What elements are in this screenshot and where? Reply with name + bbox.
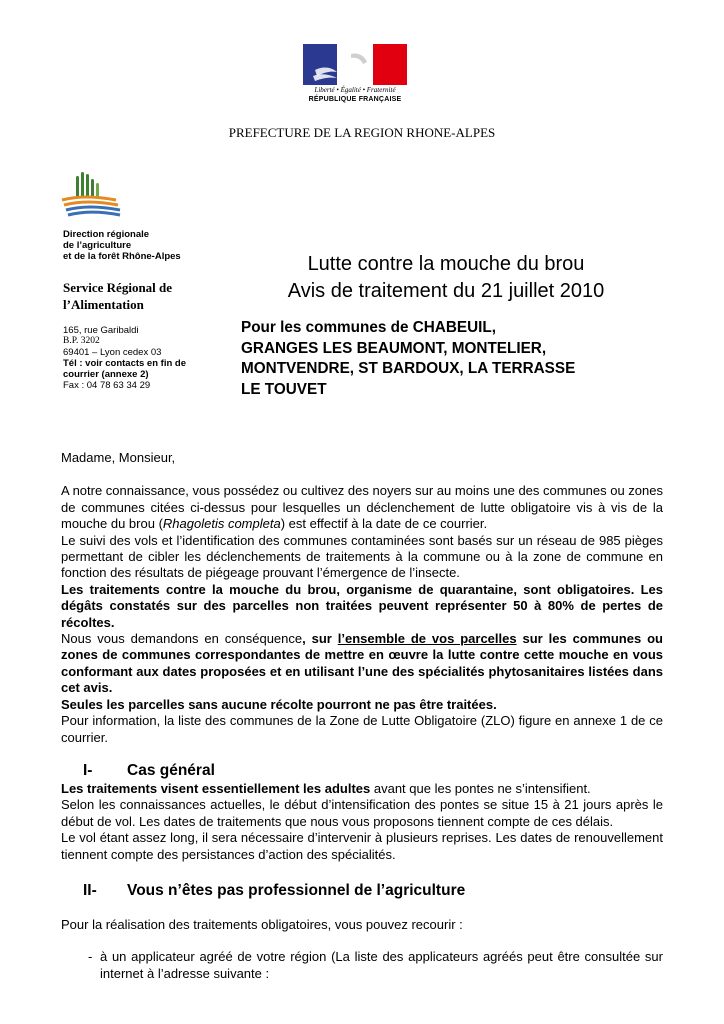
list-item-text: à un applicateur agréé de votre région (La liste des applicateurs agréés peut être consultée sur internet à l’adresse suivante :: [100, 949, 663, 981]
postal-box: B.P. 3202: [63, 336, 100, 346]
communes-list: [241, 318, 575, 400]
request-bold: , sur: [302, 631, 338, 647]
paragraph-flight: Le vol étant assez long, il sera nécessaire d’intervenir à plusieurs reprises. Les dates de renouvellement tiennent compte des persistances d’action des spécialités.: [61, 830, 663, 862]
paragraph-adults: [61, 781, 663, 797]
city: 69401 – Lyon cedex 03: [63, 347, 162, 358]
service-regional: [63, 279, 172, 313]
section-heading-non-professional: [61, 881, 663, 901]
communes-line: GRANGES LES BEAUMONT, MONTELIER,: [241, 339, 547, 357]
list-item: [61, 949, 663, 982]
paragraph-intro: [61, 483, 663, 532]
paragraph-request: [61, 631, 663, 697]
devise-text: Liberté • Égalité • Fraternité: [314, 86, 396, 94]
section-number: II-: [83, 881, 97, 899]
tel: Tél : voir contacts en fin de courrier (annexe 2): [63, 358, 186, 380]
intro-text-end: ) est effectif à la date de ce courrier.: [280, 516, 488, 532]
salutation: Madame, Monsieur,: [61, 450, 176, 465]
title-line: Avis de traitement du 21 juillet 2010: [287, 280, 605, 302]
letter-body: [61, 450, 663, 982]
request-underlined: l’ensemble de vos parcelles: [337, 631, 517, 647]
title-line: Lutte contre la mouche du brou: [307, 253, 585, 275]
service-line: Service Régional de: [63, 280, 173, 295]
section-number: I-: [83, 761, 93, 779]
draaf-tree-field-icon: [60, 170, 122, 218]
adults-text: avant que les pontes ne s’intensifient.: [370, 780, 591, 796]
prefecture-heading: PREFECTURE DE LA REGION RHONE-ALPES: [228, 125, 496, 140]
direction-line: de l’agriculture: [63, 240, 132, 251]
paragraph-obligation: Les traitements contre la mouche du brou, organisme de quarantaine, sont obligatoires. Les dégâts constatés sur des parcelles non traitées peuvent représenter 50 à 80% de pertes de récoltes.: [61, 581, 663, 630]
adults-bold: Les traitements visent essentiellement les adultes: [61, 780, 371, 796]
request-text: Nous vous demandons en conséquence: [61, 631, 303, 647]
direction-regionale: [63, 229, 181, 262]
communes-line: Pour les communes de CHABEUIL,: [241, 319, 496, 336]
document-title: [226, 251, 666, 305]
service-line: l’Alimentation: [63, 297, 144, 312]
fax: Fax : 04 78 63 34 29: [63, 380, 151, 391]
marianne-flag-icon: [303, 44, 407, 86]
republique-francaise-text: RÉPUBLIQUE FRANÇAISE: [308, 96, 402, 103]
options-list: [61, 949, 663, 982]
communes-line: MONTVENDRE, ST BARDOUX, LA TERRASSE: [241, 360, 576, 377]
communes-line: LE TOUVET: [241, 380, 327, 398]
list-dash: -: [88, 949, 93, 965]
paragraph-info: Pour information, la liste des communes de la Zone de Lutte Obligatoire (ZLO) figure en annexe 1 de ce courrier.: [61, 713, 663, 745]
section-title: Vous n’êtes pas professionnel de l’agriculture: [127, 881, 466, 899]
paragraph-knowledge: Selon les connaissances actuelles, le début d’intensification des pontes se situe 15 à 21 jours après le début de vol. Les dates de traitements que nous vous proposons tiennent compte de ces délais.: [61, 797, 663, 829]
draaf-logo: [60, 170, 122, 218]
paragraph-exemption: Seules les parcelles sans aucune récolte pourront ne pas être traitées.: [61, 696, 497, 712]
direction-line: Direction régionale: [63, 229, 150, 240]
paragraph-options: Pour la réalisation des traitements obligatoires, vous pouvez recourir :: [61, 916, 463, 932]
species-name: Rhagoletis completa: [162, 516, 281, 532]
request-bold-rest: sur les communes ou zones de communes correspondantes de mettre en œuvre la lutte contre cette mouche en vous conformant aux dates proposées et en utilisant l’une des spécialités phytosanitaires listées dans cet avis.: [61, 631, 663, 696]
section-title: Cas général: [127, 761, 215, 779]
paragraph-monitoring: Le suivi des vols et l’identification des communes contaminées sont basés sur un réseau de 985 pièges permettant de cibler les déclenchements de traitements à la commune ou à la zone de commune en fonction des résultats de piégeage prouvant l’émergence de l’insecte.: [61, 532, 663, 581]
street: 165, rue Garibaldi: [63, 325, 139, 336]
address-block: [63, 325, 203, 391]
republique-francaise-logo: [303, 44, 407, 110]
section-heading-general: [61, 761, 663, 781]
direction-line: et de la forêt Rhône-Alpes: [63, 251, 181, 262]
intro-text: A notre connaissance, vous possédez ou cultivez des noyers sur au moins une des communes ou zones de communes citées ci-dessus pour lesquelles un déclenchement de lutte obligatoire vis à vis de la mouche du brou (: [61, 483, 663, 532]
